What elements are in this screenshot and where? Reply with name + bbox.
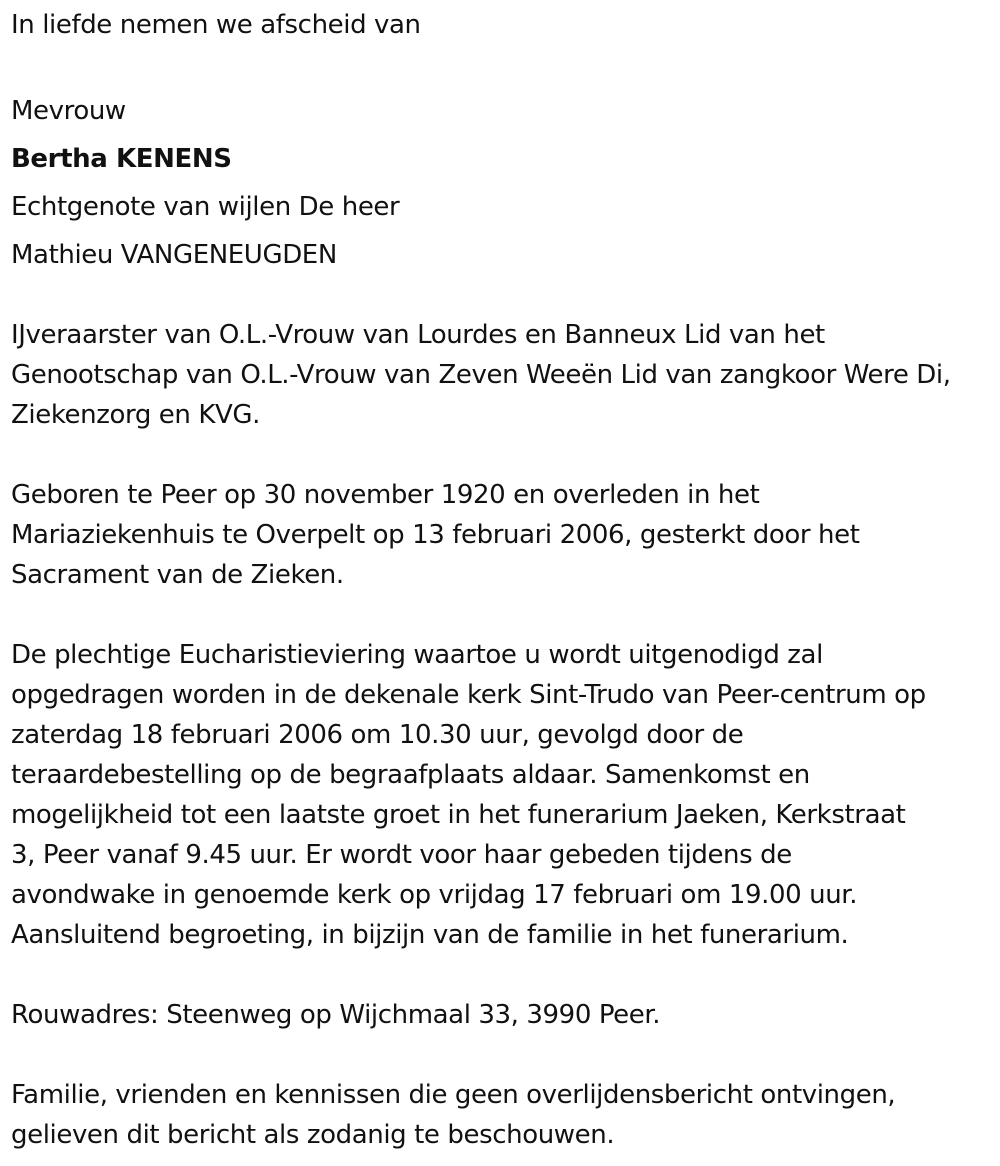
birth-death-paragraph	[11, 475, 996, 595]
ceremony-line: avondwake in genoemde kerk op vrijdag 17 februari om 19.00 uur.	[11, 880, 858, 910]
ceremony-line: zaterdag 18 februari 2006 om 10.30 uur, gevolgd door de	[11, 720, 744, 750]
ceremony-line: Aansluitend begroeting, in bijzijn van de familie in het funerarium.	[11, 920, 849, 950]
ceremony-line: 3, Peer vanaf 9.45 uur. Er wordt voor haar gebeden tijdens de	[11, 840, 792, 870]
birth-death-line: Sacrament van de Zieken.	[11, 560, 344, 590]
deceased-name: Bertha KENENS	[11, 144, 232, 174]
obituary-document	[11, 0, 996, 1155]
memberships-line: Genootschap van O.L.-Vrouw van Zeven Weeën Lid van zangkoor Were Di,	[11, 360, 951, 390]
ceremony-line: opgedragen worden in de dekenale kerk Sint-Trudo van Peer-centrum op	[11, 680, 926, 710]
birth-death-line: Mariaziekenhuis te Overpelt op 13 februari 2006, gesterkt door het	[11, 520, 860, 550]
spacer	[11, 1035, 996, 1075]
spacer	[11, 435, 996, 475]
address-text: Rouwadres: Steenweg op Wijchmaal 33, 3990 Peer.	[11, 1000, 661, 1030]
spouse-line-2: Mathieu VANGENEUGDEN	[11, 240, 337, 270]
intro-text: In liefde nemen we afscheid van	[11, 10, 421, 40]
memberships-line: IJveraarster van O.L.-Vrouw van Lourdes en Banneux Lid van het	[11, 320, 825, 350]
ceremony-line: teraardebestelling op de begraafplaats aldaar. Samenkomst en	[11, 760, 810, 790]
closing-line: Familie, vrienden en kennissen die geen overlijdensbericht ontvingen,	[11, 1080, 896, 1110]
spacer	[11, 45, 996, 85]
ceremony-line: De plechtige Eucharistieviering waartoe u wordt uitgenodigd zal	[11, 640, 823, 670]
spacer	[11, 595, 996, 635]
birth-death-line: Geboren te Peer op 30 november 1920 en overleden in het	[11, 480, 760, 510]
closing-line: gelieven dit bericht als zodanig te beschouwen.	[11, 1120, 615, 1150]
spacer	[11, 955, 996, 995]
title-text: Mevrouw	[11, 96, 126, 126]
memberships-line: Ziekenzorg en KVG.	[11, 400, 260, 430]
memberships-paragraph	[11, 315, 996, 435]
ceremony-line: mogelijkheid tot een laatste groet in het funerarium Jaeken, Kerkstraat	[11, 800, 906, 830]
ceremony-paragraph	[11, 635, 996, 955]
spacer	[11, 275, 996, 315]
spouse-line-1: Echtgenote van wijlen De heer	[11, 192, 400, 222]
closing-paragraph	[11, 1075, 996, 1155]
